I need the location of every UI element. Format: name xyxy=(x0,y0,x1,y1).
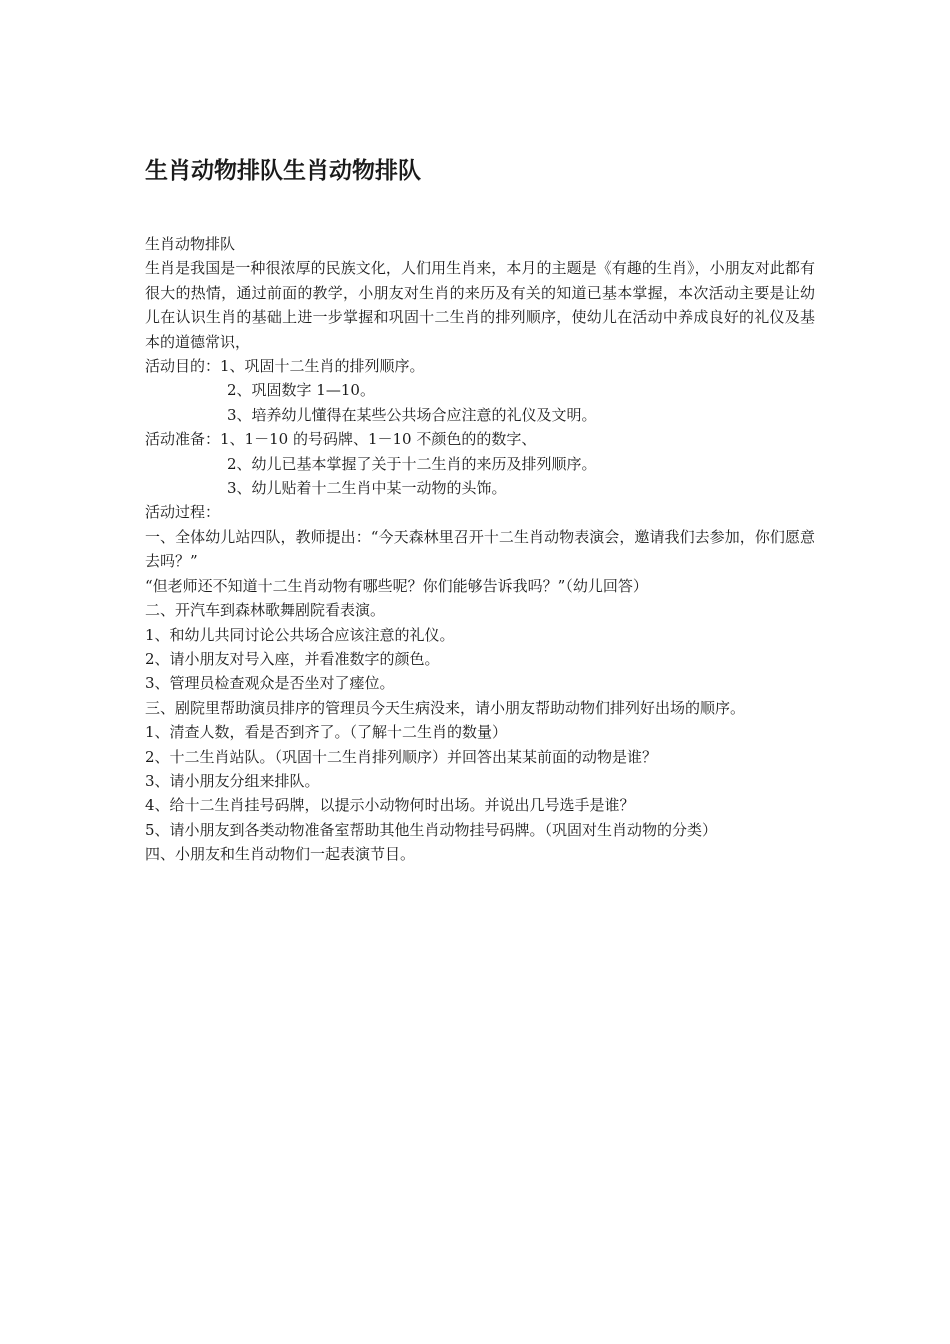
document-body xyxy=(145,232,815,867)
process-line: 四、小朋友和生肖动物们一起表演节目。 xyxy=(145,845,416,864)
prep-item: 1、1－10 的号码牌、1－10 不颜色的的数字、 xyxy=(220,430,537,449)
goal-line-1 xyxy=(145,354,815,378)
goal-item: 3、培养幼儿懂得在某些公共场合应注意的礼仪及文明。 xyxy=(227,405,597,424)
process-line: 1、清查人数，看是否到齐了。（了解十二生肖的数量） xyxy=(145,723,508,742)
process-line: 二、开汽车到森林歌舞剧院看表演。 xyxy=(145,601,386,620)
prep-item: 3、幼儿贴着十二生肖中某一动物的头饰。 xyxy=(227,479,507,498)
process-line: 4、给十二生肖挂号码牌，以提示小动物何时出场。并说出几号选手是谁？ xyxy=(145,796,635,815)
prep-line-1 xyxy=(145,427,815,451)
prep-item: 2、幼儿已基本掌握了关于十二生肖的来历及排列顺序。 xyxy=(227,454,597,473)
goals-label: 活动目的： xyxy=(145,357,221,376)
goal-item: 2、巩固数字 1—10。 xyxy=(227,381,375,400)
goal-item: 1、巩固十二生肖的排列顺序。 xyxy=(220,357,425,376)
process-line: “但老师还不知道十二生肖动物有哪些呢？你们能够告诉我吗？”（幼儿回答） xyxy=(145,576,648,595)
document-subtitle: 生肖动物排队 xyxy=(145,235,236,253)
process-line: 2、请小朋友对号入座，并看准数字的颜色。 xyxy=(145,649,440,668)
process-label: 活动过程： xyxy=(145,503,221,522)
process-line: 3、管理员检查观众是否坐对了瘗位。 xyxy=(145,674,395,693)
document-title: 生肖动物排队生肖动物排队 xyxy=(145,158,421,184)
process-line: 3、请小朋友分组来排队。 xyxy=(145,771,320,790)
process-line: 1、和幼儿共同讨论公共场合应该注意的礼仪。 xyxy=(145,625,455,644)
process-line: 2、十二生肖站队。（巩固十二生肖排列顺序）并回答出某某前面的动物是谁？ xyxy=(145,747,658,766)
process-line: 三、剧院里帮助演员排序的管理员今天生病没来，请小朋友帮助动物们排列好出场的顺序。 xyxy=(145,698,746,717)
intro-paragraph: 生肖是我国是一种很浓厚的民族文化，人们用生肖来，本月的主题是《有趣的生肖》，小朋友对此都有很大的热情，通过前面的教学，小朋友对生肖的来历及有关的知道已基本掌握，本次活动主要是让幼儿在认识生肖的基础上进一步掌握和巩固十二生肖的排列顺序，使幼儿在活动中养成良好的礼仪及基本的道德常识， xyxy=(145,259,815,351)
prep-label: 活动准备： xyxy=(145,430,221,449)
process-line: 一、全体幼儿站四队，教师提出：“今天森林里召开十二生肖动物表演会，邀请我们去参加，你们愿意去吗？” xyxy=(145,527,815,571)
process-line: 5、请小朋友到各类动物准备室帮助其他生肖动物挂号码牌。（巩固对生肖动物的分类） xyxy=(145,820,718,839)
